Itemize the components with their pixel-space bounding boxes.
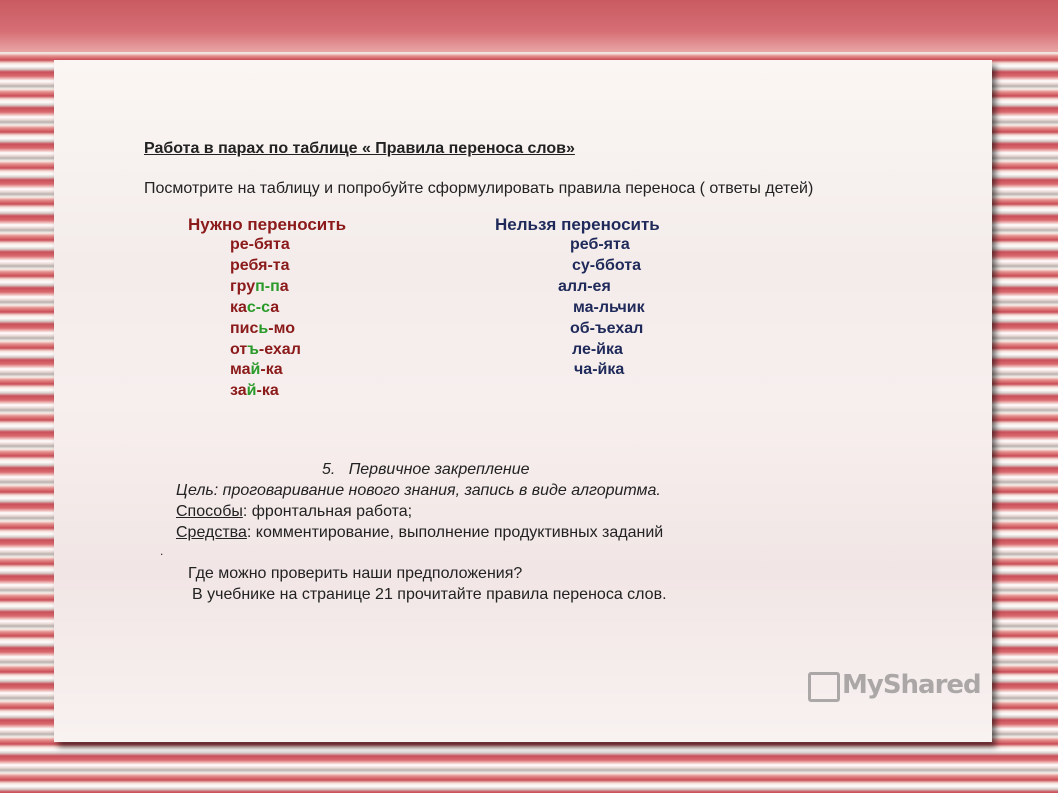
watermark-text: MyShared	[842, 670, 981, 700]
left-word: пись-мо	[230, 320, 295, 337]
right-word: су-ббота	[572, 257, 641, 274]
left-word: зай-ка	[230, 382, 279, 399]
slide	[54, 60, 992, 742]
right-word: ча-йка	[574, 361, 625, 378]
left-column-header: Нужно переносить	[188, 215, 347, 234]
left-word: май-ка	[230, 361, 283, 378]
right-word: ма-льчик	[573, 299, 645, 316]
left-word: груп-па	[230, 278, 289, 295]
left-word: ре-бята	[230, 236, 290, 253]
right-word: ле-йка	[572, 341, 623, 358]
answer-text: В учебнике на странице 21 прочитайте правила переноса слов.	[192, 586, 667, 603]
right-word: реб-ята	[570, 236, 630, 253]
right-word: об-ъехал	[570, 320, 644, 337]
section-means: Средства: комментирование, выполнение продуктивных заданий	[176, 524, 664, 541]
section-goal: Цель: проговаривание нового знания, запись в виде алгоритма.	[176, 482, 661, 499]
right-column-header: Нельзя переносить	[495, 215, 660, 234]
intro-text: Посмотрите на таблицу и попробуйте сформулировать правила переноса ( ответы детей)	[144, 180, 814, 197]
question-text: Где можно проверить наши предположения?	[188, 565, 523, 582]
section-methods: Способы: фронтальная работа;	[176, 503, 413, 520]
watermark-icon	[808, 672, 840, 702]
background-top-band	[0, 0, 1058, 52]
right-word: алл-ея	[558, 278, 611, 295]
stray-dot: .	[160, 544, 164, 558]
left-word: отъ-ехал	[230, 341, 301, 358]
left-word: кас-са	[230, 299, 280, 316]
left-word: ребя-та	[230, 257, 290, 274]
section-title: 5. Первичное закрепление	[322, 461, 530, 478]
slide-heading: Работа в парах по таблице « Правила переноса слов»	[144, 140, 575, 157]
